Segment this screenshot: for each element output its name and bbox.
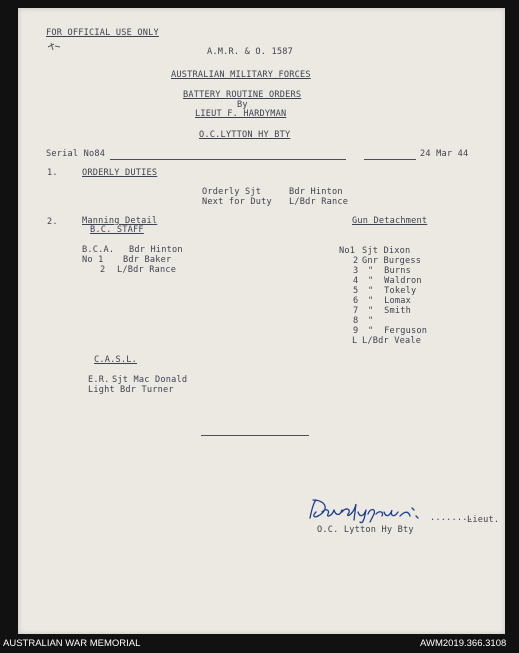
unit-line: O.C.LYTTON HY BTY [199, 130, 291, 140]
casl-post: E.R. [88, 375, 110, 385]
duty-name: L/Bdr Rance [289, 197, 349, 207]
gun-crew-name: " Waldron [368, 276, 422, 286]
archive-reference: AWM2019.366.3108 [420, 638, 507, 649]
gun-crew-name: L/Bdr Veale [362, 336, 422, 346]
casl-name: Sjt Mac Donald [112, 375, 188, 385]
gun-number: 3 [353, 266, 359, 276]
bc-staff-post: B.C.A. [82, 245, 115, 255]
gun-detachment-heading: Gun Detachment [352, 216, 428, 226]
bc-staff-heading: B.C. STAFF [90, 225, 144, 235]
signature-dots: ........ [430, 513, 473, 523]
order-date: 24 Mar 44 [420, 149, 469, 159]
gun-crew-name: " Smith [368, 306, 411, 316]
signature-title: O.C. Lytton Hy Bty [317, 525, 414, 535]
section-1-number: 1. [47, 168, 58, 178]
section-2-number: 2. [47, 217, 58, 227]
handwritten-signature [304, 496, 439, 524]
manning-heading: Manning Detail [82, 216, 158, 226]
bc-staff-post: No 1 [82, 255, 104, 265]
forces-heading: AUSTRALIAN MILITARY FORCES [171, 70, 311, 80]
bc-staff-name: Bdr Baker [123, 255, 172, 265]
section-1-heading: ORDERLY DUTIES [82, 168, 158, 178]
by-label: By [237, 100, 248, 110]
gun-number: 5 [353, 286, 359, 296]
gun-crew-name: " Lomax [368, 296, 411, 306]
gun-number: 6 [353, 296, 359, 306]
gun-number: L [352, 336, 358, 346]
duty-role: Orderly Sjt [202, 187, 262, 197]
gun-crew-name: Sjt Dixon [362, 246, 411, 256]
gun-number: 7 [353, 306, 359, 316]
gun-crew-name: " Ferguson [368, 326, 428, 336]
duty-name: Bdr Hinton [289, 187, 343, 197]
gun-crew-name: " [368, 316, 374, 326]
duty-role: Next for Duty [202, 197, 272, 207]
gun-crew-name: " Tokely [368, 286, 417, 296]
gun-number: 2 [353, 256, 359, 266]
closing-rule [201, 435, 309, 436]
gun-number: 9 [353, 326, 359, 336]
document-title: BATTERY ROUTINE ORDERS [183, 90, 302, 100]
casl-post: Light [88, 385, 115, 395]
gun-crew-name: Gnr Burgess [362, 256, 422, 266]
gun-number: 8 [353, 316, 359, 326]
gun-number: 4 [353, 276, 359, 286]
casl-heading: C.A.S.L. [94, 355, 137, 365]
serial-number: Serial No84 [46, 149, 106, 159]
bc-staff-name: L/Bdr Rance [117, 265, 177, 275]
casl-name: Bdr Turner [120, 385, 174, 395]
document-page [18, 8, 505, 634]
gun-number: No1 [339, 246, 356, 256]
author-line: LIEUT F. HARDYMAN [195, 109, 287, 119]
archive-credit: AUSTRALIAN WAR MEMORIAL [3, 638, 141, 649]
gun-crew-name: " Burns [368, 266, 411, 276]
pencil-mark [46, 41, 62, 51]
bc-staff-name: Bdr Hinton [129, 245, 183, 255]
date-rule [364, 159, 416, 160]
reference-number: A.M.R. & O. 1587 [207, 47, 293, 57]
bc-staff-post: 2 [100, 265, 106, 275]
serial-rule [110, 159, 346, 160]
signature-rank: Lieut. [467, 515, 500, 525]
classification-label: FOR OFFICIAL USE ONLY [46, 28, 159, 38]
